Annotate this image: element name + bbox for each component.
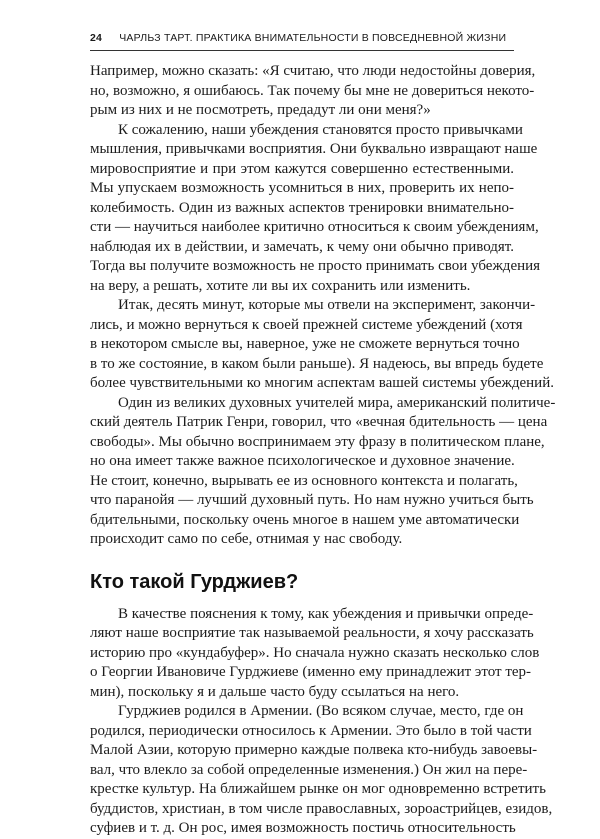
text-line: мировосприятие и при этом кажутся совершенно естественными.: [90, 160, 514, 177]
text-line: Мы упускаем возможность усомниться в них, проверить их непо-: [90, 180, 514, 196]
text-line: буддистов, христиан, в том числе православных, зороастрийцев, езидов,: [90, 800, 553, 817]
text-line: бдительными, поскольку очень многое в нашем уме автоматически: [90, 511, 520, 528]
text-line: историю про «кундабуфер». Но сначала нужно сказать несколько слов: [90, 644, 540, 661]
paragraph-1: [90, 62, 536, 121]
text-line: Тогда вы получите возможность не просто принимать свои убеждения: [90, 258, 541, 274]
text-line: В качестве пояснения к тому, как убеждения и привычки опреде-: [118, 605, 534, 622]
page-header: [90, 32, 514, 48]
text-line: суфиев и т. д. Он рос, имея возможность постичь относительность: [90, 820, 516, 836]
text-line: но она имеет также важное психологическое и духовное значение.: [90, 453, 515, 469]
text-line: в некотором смысле вы, наверное, уже не сможете вернуться точно: [90, 336, 520, 352]
text-line: ский деятель Патрик Генри, говорил, что «вечная бдительность — цена: [90, 414, 548, 430]
text-line: наблюдая их в действии, и замечать, к чему они обычно приводят.: [90, 238, 514, 255]
text-line: свободы». Мы обычно воспринимаем эту фразу в политическом плане,: [90, 433, 545, 450]
text-line: лись, и можно вернуться к своей прежней системе убеждений (хотя: [90, 316, 523, 333]
text-line: происходит само по себе, отнимая у нас свободу.: [90, 531, 403, 547]
paragraph-5: [90, 605, 540, 703]
text-line: Гурджиев родился в Армении. (Во всяком случае, место, где он: [118, 703, 524, 719]
text-line: более чувствительными ко многим аспектам вашей системы убеждений.: [90, 375, 554, 391]
page-number: 24: [90, 32, 103, 44]
text-line: Например, можно сказать: «Я считаю, что люди недостойны доверия,: [90, 63, 536, 79]
text-line: колебимость. Один из важных аспектов тренировки внимательно-: [90, 199, 514, 216]
text-line: о Георгии Ивановиче Гурджиеве (именно ему принадлежит этот тер-: [90, 664, 532, 680]
paragraph-6: [90, 702, 553, 839]
text-line: в то же состояние, в каком были раньше). Я надеюсь, вы впредь будете: [90, 355, 544, 372]
text-line: Не стоит, конечно, вырывать ее из основного контекста и полагать,: [90, 472, 518, 489]
text-line: сти — научиться наиболее критично относиться к своим убеждениям,: [90, 219, 539, 235]
paragraph-4: [90, 394, 556, 550]
text-line: родился, периодически относилось к Армении. Это было в той части: [90, 722, 532, 739]
running-title: ЧАРЛЬЗ ТАРТ. ПРАКТИКА ВНИМАТЕЛЬНОСТИ В ПОВСЕДНЕВНОЙ ЖИЗНИ: [119, 32, 507, 44]
text-line: Итак, десять минут, которые мы отвели на эксперимент, закончи-: [118, 297, 536, 313]
text-line: рым из них и не посмотреть, предадут ли они меня?»: [90, 102, 431, 118]
text-line: что паранойя — лучший духовный путь. Но нам нужно учиться быть: [90, 492, 534, 508]
text-line: мышления, привычками восприятия. Они буквально извращают наше: [90, 141, 538, 157]
section-heading: Кто такой Гурджиев?: [90, 570, 299, 593]
paragraph-2: [90, 121, 541, 297]
paragraph-3: [90, 296, 554, 394]
text-line: вал, что влекло за собой определенные изменения.) Он жил на пере-: [90, 761, 528, 778]
text-line: Один из великих духовных учителей мира, американский политиче-: [118, 394, 556, 411]
text-line: ляют наше восприятие так называемой реальности, я хочу рассказать: [90, 625, 534, 641]
text-line: крестке культур. На ближайшем рынке он мог одновременно встретить: [90, 781, 546, 797]
page-body: [90, 62, 556, 839]
text-line: на веру, а решать, хотите ли вы их сохранить или изменить.: [90, 277, 471, 294]
text-line: К сожалению, наши убеждения становятся просто привычками: [118, 121, 523, 138]
text-line: но, возможно, я ошибаюсь. Так почему бы мне не довериться некото-: [90, 82, 535, 99]
text-line: Малой Азии, которую примерно каждые полвека кто-нибудь завоевы-: [90, 742, 538, 758]
text-line: мин), поскольку я и дальше часто буду ссылаться на него.: [90, 683, 460, 700]
header-divider: [90, 50, 514, 51]
